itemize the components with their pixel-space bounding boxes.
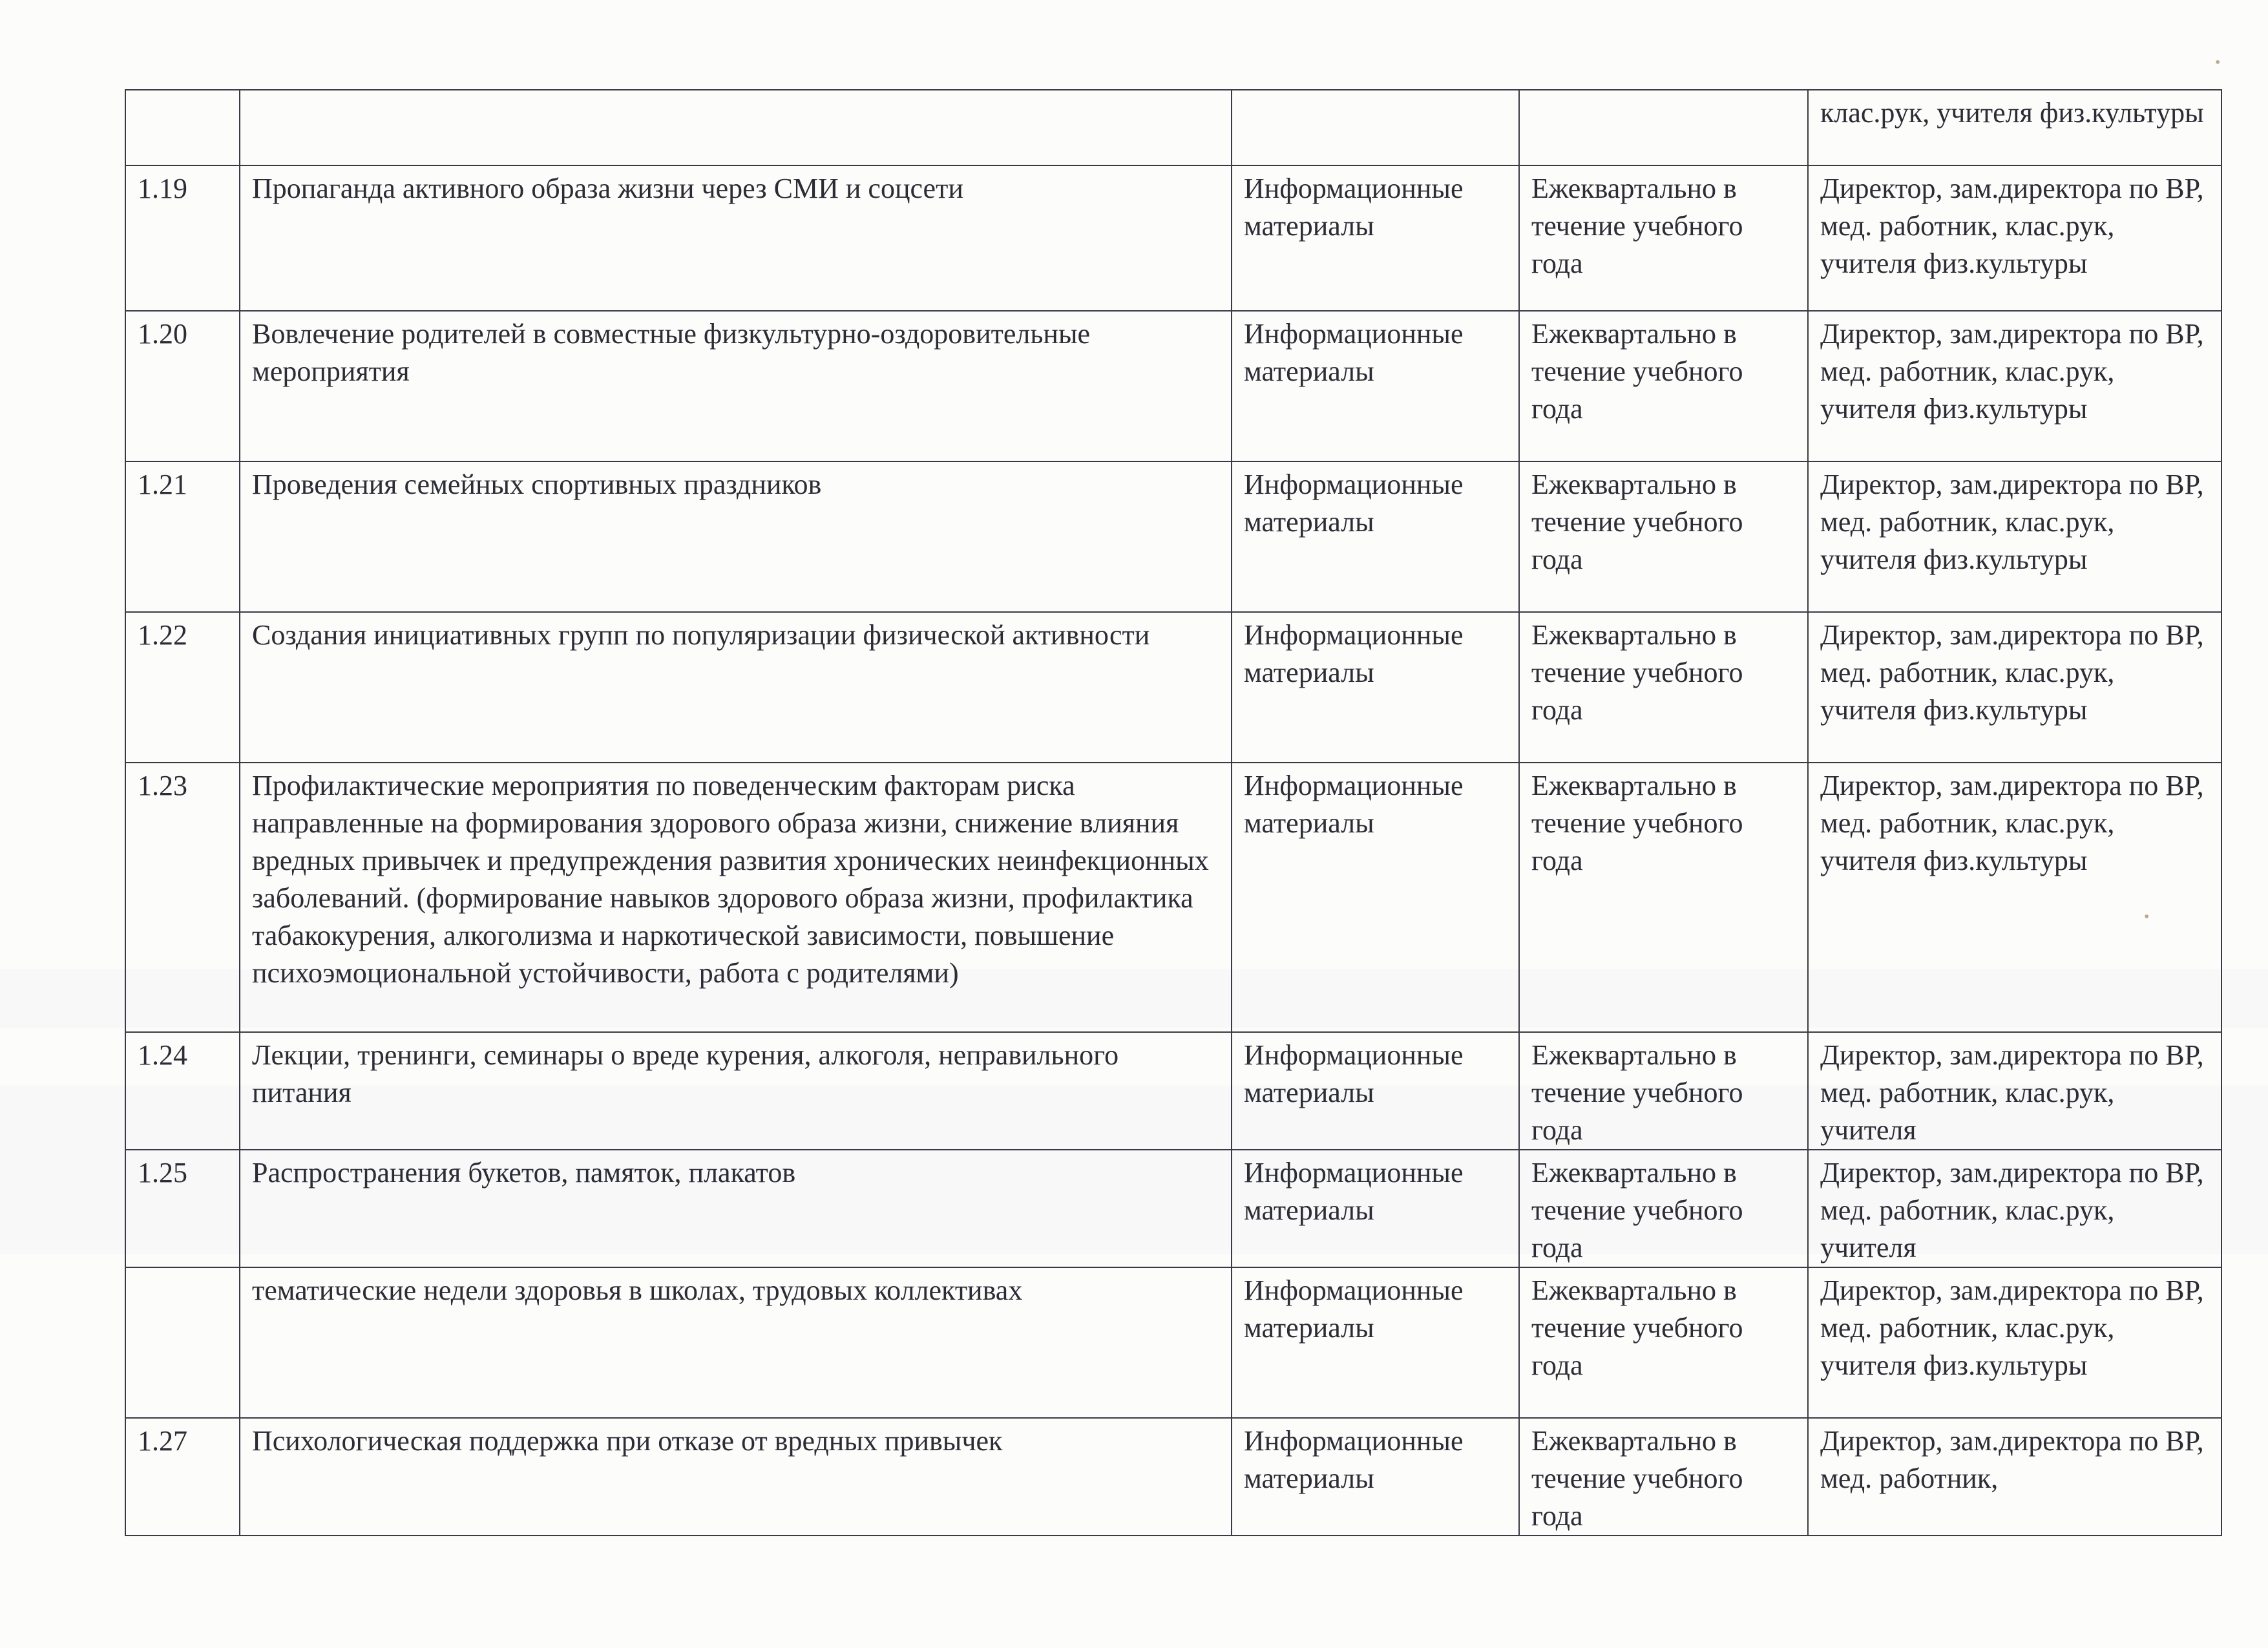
responsible-cell: Директор, зам.директора по ВР, мед. работник, клас.рук, учителя — [1808, 1032, 2221, 1150]
table-row — [125, 90, 2221, 165]
responsible-cell: Директор, зам.директора по ВР, мед. работник, клас.рук, учителя физ.культуры — [1808, 461, 2221, 612]
form-cell: Информационные материалы — [1232, 165, 1519, 311]
activity-cell: Создания инициативных групп по популяризации физической активности — [240, 612, 1232, 763]
row-number: 1.23 — [125, 763, 240, 1032]
form-cell: Информационные материалы — [1232, 461, 1519, 612]
form-cell: Информационные материалы — [1232, 612, 1519, 763]
responsible-cell: Директор, зам.директора по ВР, мед. работник, клас.рук, учителя физ.культуры — [1808, 612, 2221, 763]
table-row — [125, 1418, 2221, 1536]
scan-speck: • — [2215, 54, 2221, 71]
period-cell: Ежеквартально в течение учебного года — [1519, 1032, 1808, 1150]
responsible-cell: Директор, зам.директора по ВР, мед. работник, клас.рук, учителя — [1808, 1150, 2221, 1267]
row-number: 1.25 — [125, 1150, 240, 1267]
activity-cell — [240, 90, 1232, 165]
table-row — [125, 1150, 2221, 1267]
table-row — [125, 165, 2221, 311]
form-cell: Информационные материалы — [1232, 1032, 1519, 1150]
responsible-cell: Директор, зам.директора по ВР, мед. работник, клас.рук, учителя физ.культуры — [1808, 763, 2221, 1032]
table-row — [125, 1267, 2221, 1418]
responsible-cell: Директор, зам.директора по ВР, мед. работник, — [1808, 1418, 2221, 1536]
responsible-cell: Директор, зам.директора по ВР, мед. работник, клас.рук, учителя физ.культуры — [1808, 311, 2221, 461]
activity-cell: Профилактические мероприятия по поведенческим факторам риска направленные на формирования здорового образа жизни, снижение влияния вредных привычек и предупреждения развития хронических неинфекционных заболеваний. (формирование навыков здорового образа жизни, профилактика табакокурения, алкоголизма и наркотической зависимости, повышение психоэмоциональной устойчивости, работа с родителями) — [240, 763, 1232, 1032]
form-cell: Информационные материалы — [1232, 763, 1519, 1032]
row-number: 1.20 — [125, 311, 240, 461]
row-number: 1.27 — [125, 1418, 240, 1536]
activity-cell: Распространения букетов, памяток, плакатов — [240, 1150, 1232, 1267]
responsible-cell: Директор, зам.директора по ВР, мед. работник, клас.рук, учителя физ.культуры — [1808, 165, 2221, 311]
form-cell: Информационные материалы — [1232, 1150, 1519, 1267]
activity-cell: Психологическая поддержка при отказе от вредных привычек — [240, 1418, 1232, 1536]
period-cell: Ежеквартально в течение учебного года — [1519, 165, 1808, 311]
row-number: 1.24 — [125, 1032, 240, 1150]
period-cell — [1519, 90, 1808, 165]
table-row — [125, 612, 2221, 763]
form-cell: Информационные материалы — [1232, 311, 1519, 461]
row-number: 1.22 — [125, 612, 240, 763]
period-cell: Ежеквартально в течение учебного года — [1519, 1150, 1808, 1267]
activity-cell: Пропаганда активного образа жизни через СМИ и соцсети — [240, 165, 1232, 311]
table-row — [125, 461, 2221, 612]
row-number — [125, 1267, 240, 1418]
period-cell: Ежеквартально в течение учебного года — [1519, 461, 1808, 612]
activity-cell: Лекции, тренинги, семинары о вреде курения, алкоголя, неправильного питания — [240, 1032, 1232, 1150]
row-number — [125, 90, 240, 165]
activity-plan-table — [125, 89, 2222, 1536]
responsible-cell: клас.рук, учителя физ.культуры — [1808, 90, 2221, 165]
table-row — [125, 763, 2221, 1032]
responsible-cell: Директор, зам.директора по ВР, мед. работник, клас.рук, учителя физ.культуры — [1808, 1267, 2221, 1418]
table-row — [125, 1032, 2221, 1150]
period-cell: Ежеквартально в течение учебного года — [1519, 763, 1808, 1032]
activity-cell: тематические недели здоровья в школах, трудовых коллективах — [240, 1267, 1232, 1418]
activity-cell: Вовлечение родителей в совместные физкультурно-оздоровительные мероприятия — [240, 311, 1232, 461]
period-cell: Ежеквартально в течение учебного года — [1519, 612, 1808, 763]
form-cell: Информационные материалы — [1232, 1267, 1519, 1418]
row-number: 1.21 — [125, 461, 240, 612]
period-cell: Ежеквартально в течение учебного года — [1519, 311, 1808, 461]
row-number: 1.19 — [125, 165, 240, 311]
form-cell: Информационные материалы — [1232, 1418, 1519, 1536]
table-row — [125, 311, 2221, 461]
scan-speck: • — [2144, 909, 2150, 925]
period-cell: Ежеквартально в течение учебного года — [1519, 1418, 1808, 1536]
period-cell: Ежеквартально в течение учебного года — [1519, 1267, 1808, 1418]
form-cell — [1232, 90, 1519, 165]
activity-cell: Проведения семейных спортивных праздников — [240, 461, 1232, 612]
